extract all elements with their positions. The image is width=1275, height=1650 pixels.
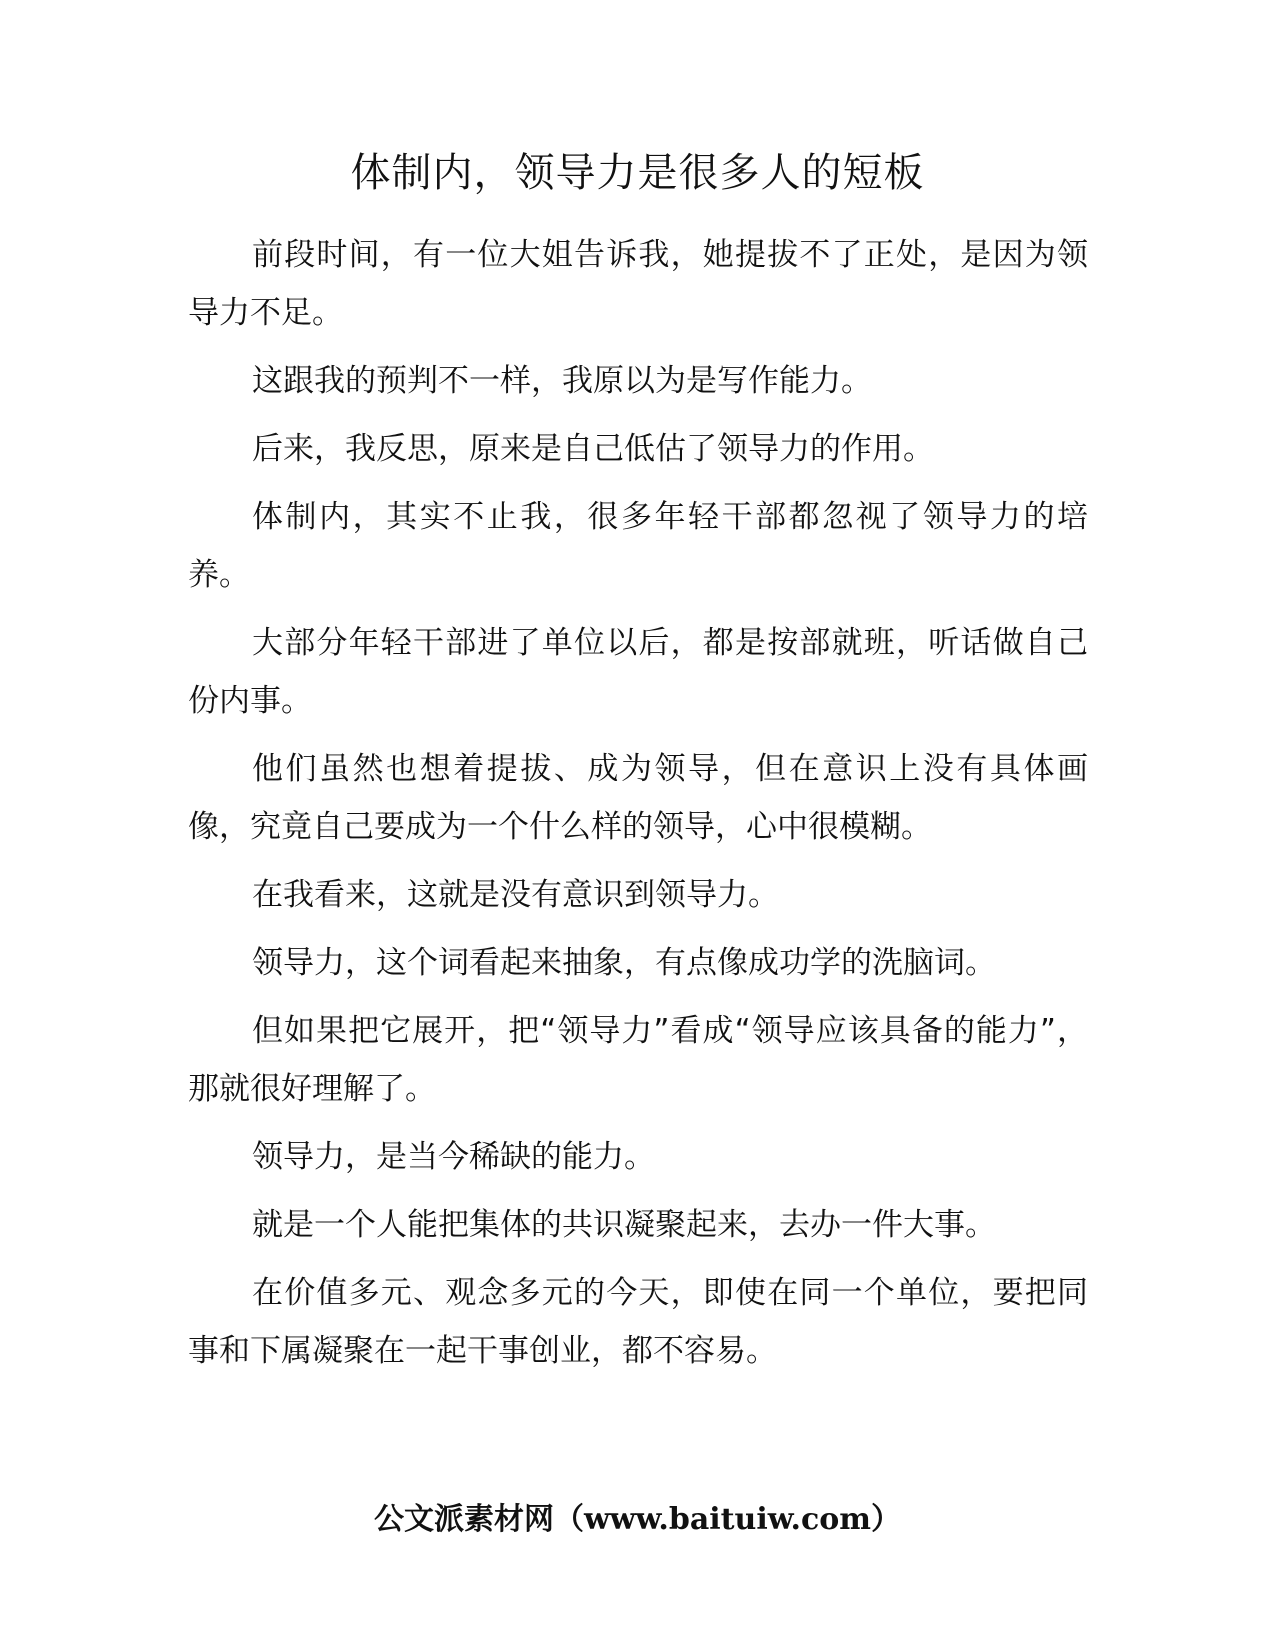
footer-source: 公文派素材网（www.baituiw.com） [373,1502,902,1537]
paragraph: 领导力，是当今稀缺的能力。 [252,1139,655,1175]
document-title: 体制内，领导力是很多人的短板 [350,150,925,196]
paragraph: 这跟我的预判不一样，我原以为是写作能力。 [252,363,872,399]
paragraph: 他们虽然也想着提拔、成为领导，但在意识上没有具体画像，究竟自己要成为一个什么样的领导，心中很模糊。 [188,751,1088,845]
paragraph: 领导力，这个词看起来抽象，有点像成功学的洗脑词。 [252,945,996,981]
paragraph: 在价值多元、观念多元的今天，即使在同一个单位，要把同事和下属凝聚在一起干事创业，都不容易。 [188,1275,1088,1369]
paragraph: 体制内，其实不止我，很多年轻干部都忽视了领导力的培养。 [188,499,1088,593]
paragraph: 前段时间，有一位大姐告诉我，她提拔不了正处，是因为领导力不足。 [188,237,1088,331]
paragraph: 后来，我反思，原来是自己低估了领导力的作用。 [252,431,934,467]
paragraph: 在我看来，这就是没有意识到领导力。 [252,877,779,913]
paragraph: 就是一个人能把集体的共识凝聚起来，去办一件大事。 [252,1207,996,1243]
paragraph: 但如果把它展开，把“领导力”看成“领导应该具备的能力”，那就很好理解了。 [188,1013,1088,1107]
document-body [188,226,1088,1390]
paragraph: 大部分年轻干部进了单位以后，都是按部就班，听话做自己份内事。 [188,625,1088,719]
